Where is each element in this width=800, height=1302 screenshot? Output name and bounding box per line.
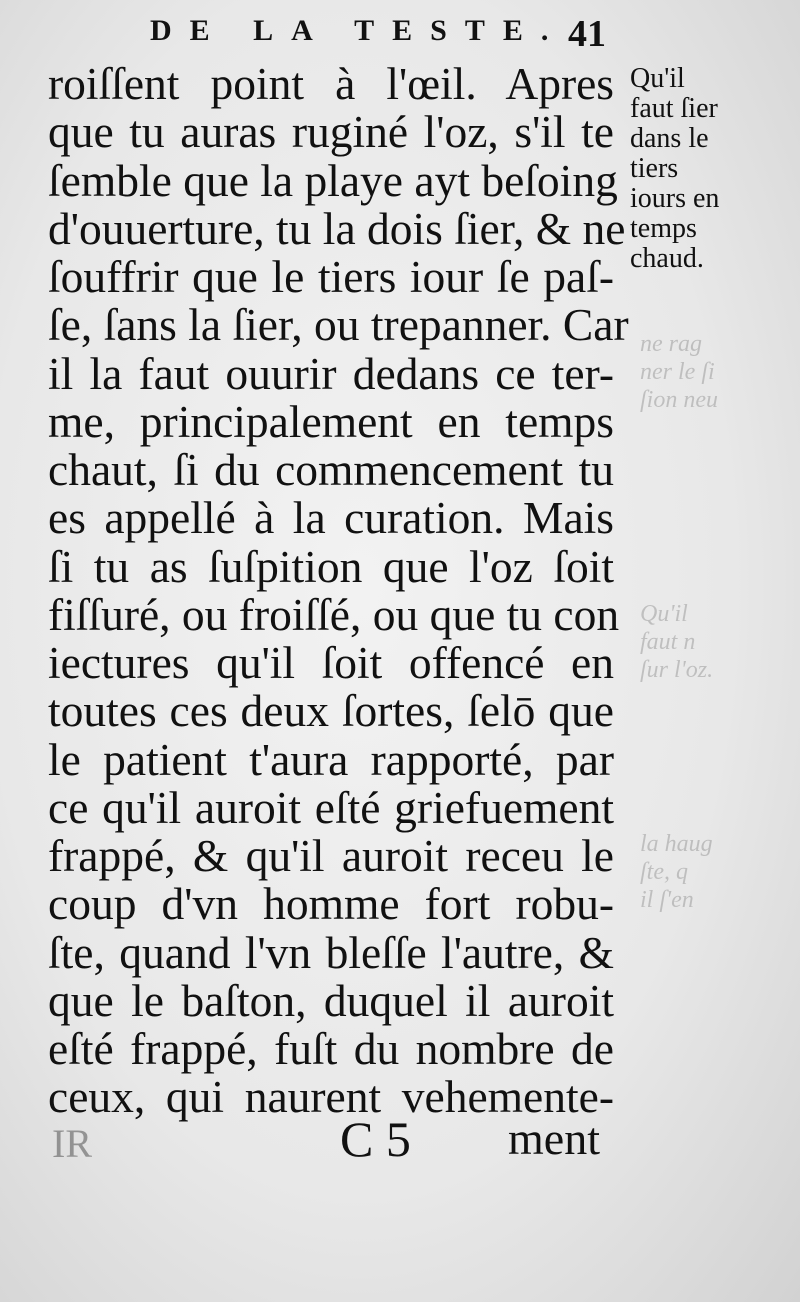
text-line: que le baſton, duquel il auroit: [48, 974, 614, 1026]
margin-note-line: iours en: [630, 183, 720, 214]
text-line: roiſſent point à l'œil. Apres: [48, 58, 614, 109]
bleed-through-note: Qu'il faut n ſur l'oz.: [640, 601, 714, 683]
text-line: ſi tu as ſuſpition que l'oz ſoit: [48, 540, 614, 592]
marginal-note: [630, 64, 764, 274]
margin-note-line: faut ſier: [630, 93, 718, 124]
text-line: le patient t'aura rapporté, par: [48, 733, 614, 785]
text-line: d'ouuerture, tu la dois ſier, & ne: [48, 202, 626, 254]
page-number: 41: [568, 13, 606, 55]
text-line: frappé, & qu'il auroit receu le: [48, 830, 614, 881]
text-line: fiſſuré, ou froiſſé, ou que tu con: [48, 588, 620, 640]
text-line: ce qu'il auroit eſté griefuement: [48, 781, 614, 833]
text-line: iectures qu'il ſoit offencé en: [48, 637, 614, 688]
margin-note-line: temps: [630, 213, 697, 244]
bleed-through-text-lower: la haug ſte, q il ſ'en: [640, 831, 713, 913]
margin-note-line: dans le: [630, 123, 709, 154]
signature-mark: C 5: [340, 1111, 411, 1167]
text-line: chaut, ſi du commencement tu: [48, 444, 614, 495]
main-text-block: [48, 58, 629, 1123]
bleed-through-text: ne rag ner le ſi ſion neu: [640, 331, 718, 413]
text-line: me, principalement en temps: [48, 395, 614, 447]
catchword: ment: [508, 1113, 600, 1164]
margin-note-line: chaud.: [630, 243, 704, 274]
bleed-through-mark: IR: [52, 1121, 92, 1166]
text-line: ſte, quand l'vn bleſſe l'autre, &: [48, 926, 614, 978]
text-line: il la faut ouurir dedans ce ter-: [48, 347, 614, 399]
running-title: DE LA TESTE.: [150, 14, 567, 47]
text-line: eſté frappé, fuſt du nombre de: [48, 1023, 614, 1074]
text-line: ſouffrir que le tiers iour ſe paſ-: [48, 251, 614, 302]
margin-note-line: Qu'il: [630, 63, 685, 94]
text-line: toutes ces deux ſortes, ſelō que: [48, 685, 614, 737]
text-line: ceux, qui naurent vehemente-: [48, 1071, 614, 1123]
text-line: es appellé à la curation. Mais: [48, 492, 614, 544]
text-line: que tu auras ruginé l'oz, s'il te: [48, 106, 614, 158]
margin-note-line: tiers: [630, 153, 679, 184]
text-line: ſe, ſans la ſier, ou trepanner. Car: [48, 299, 629, 351]
text-line: coup d'vn homme fort robu-: [48, 878, 614, 930]
text-line: ſemble que la playe ayt beſoing: [48, 154, 618, 206]
